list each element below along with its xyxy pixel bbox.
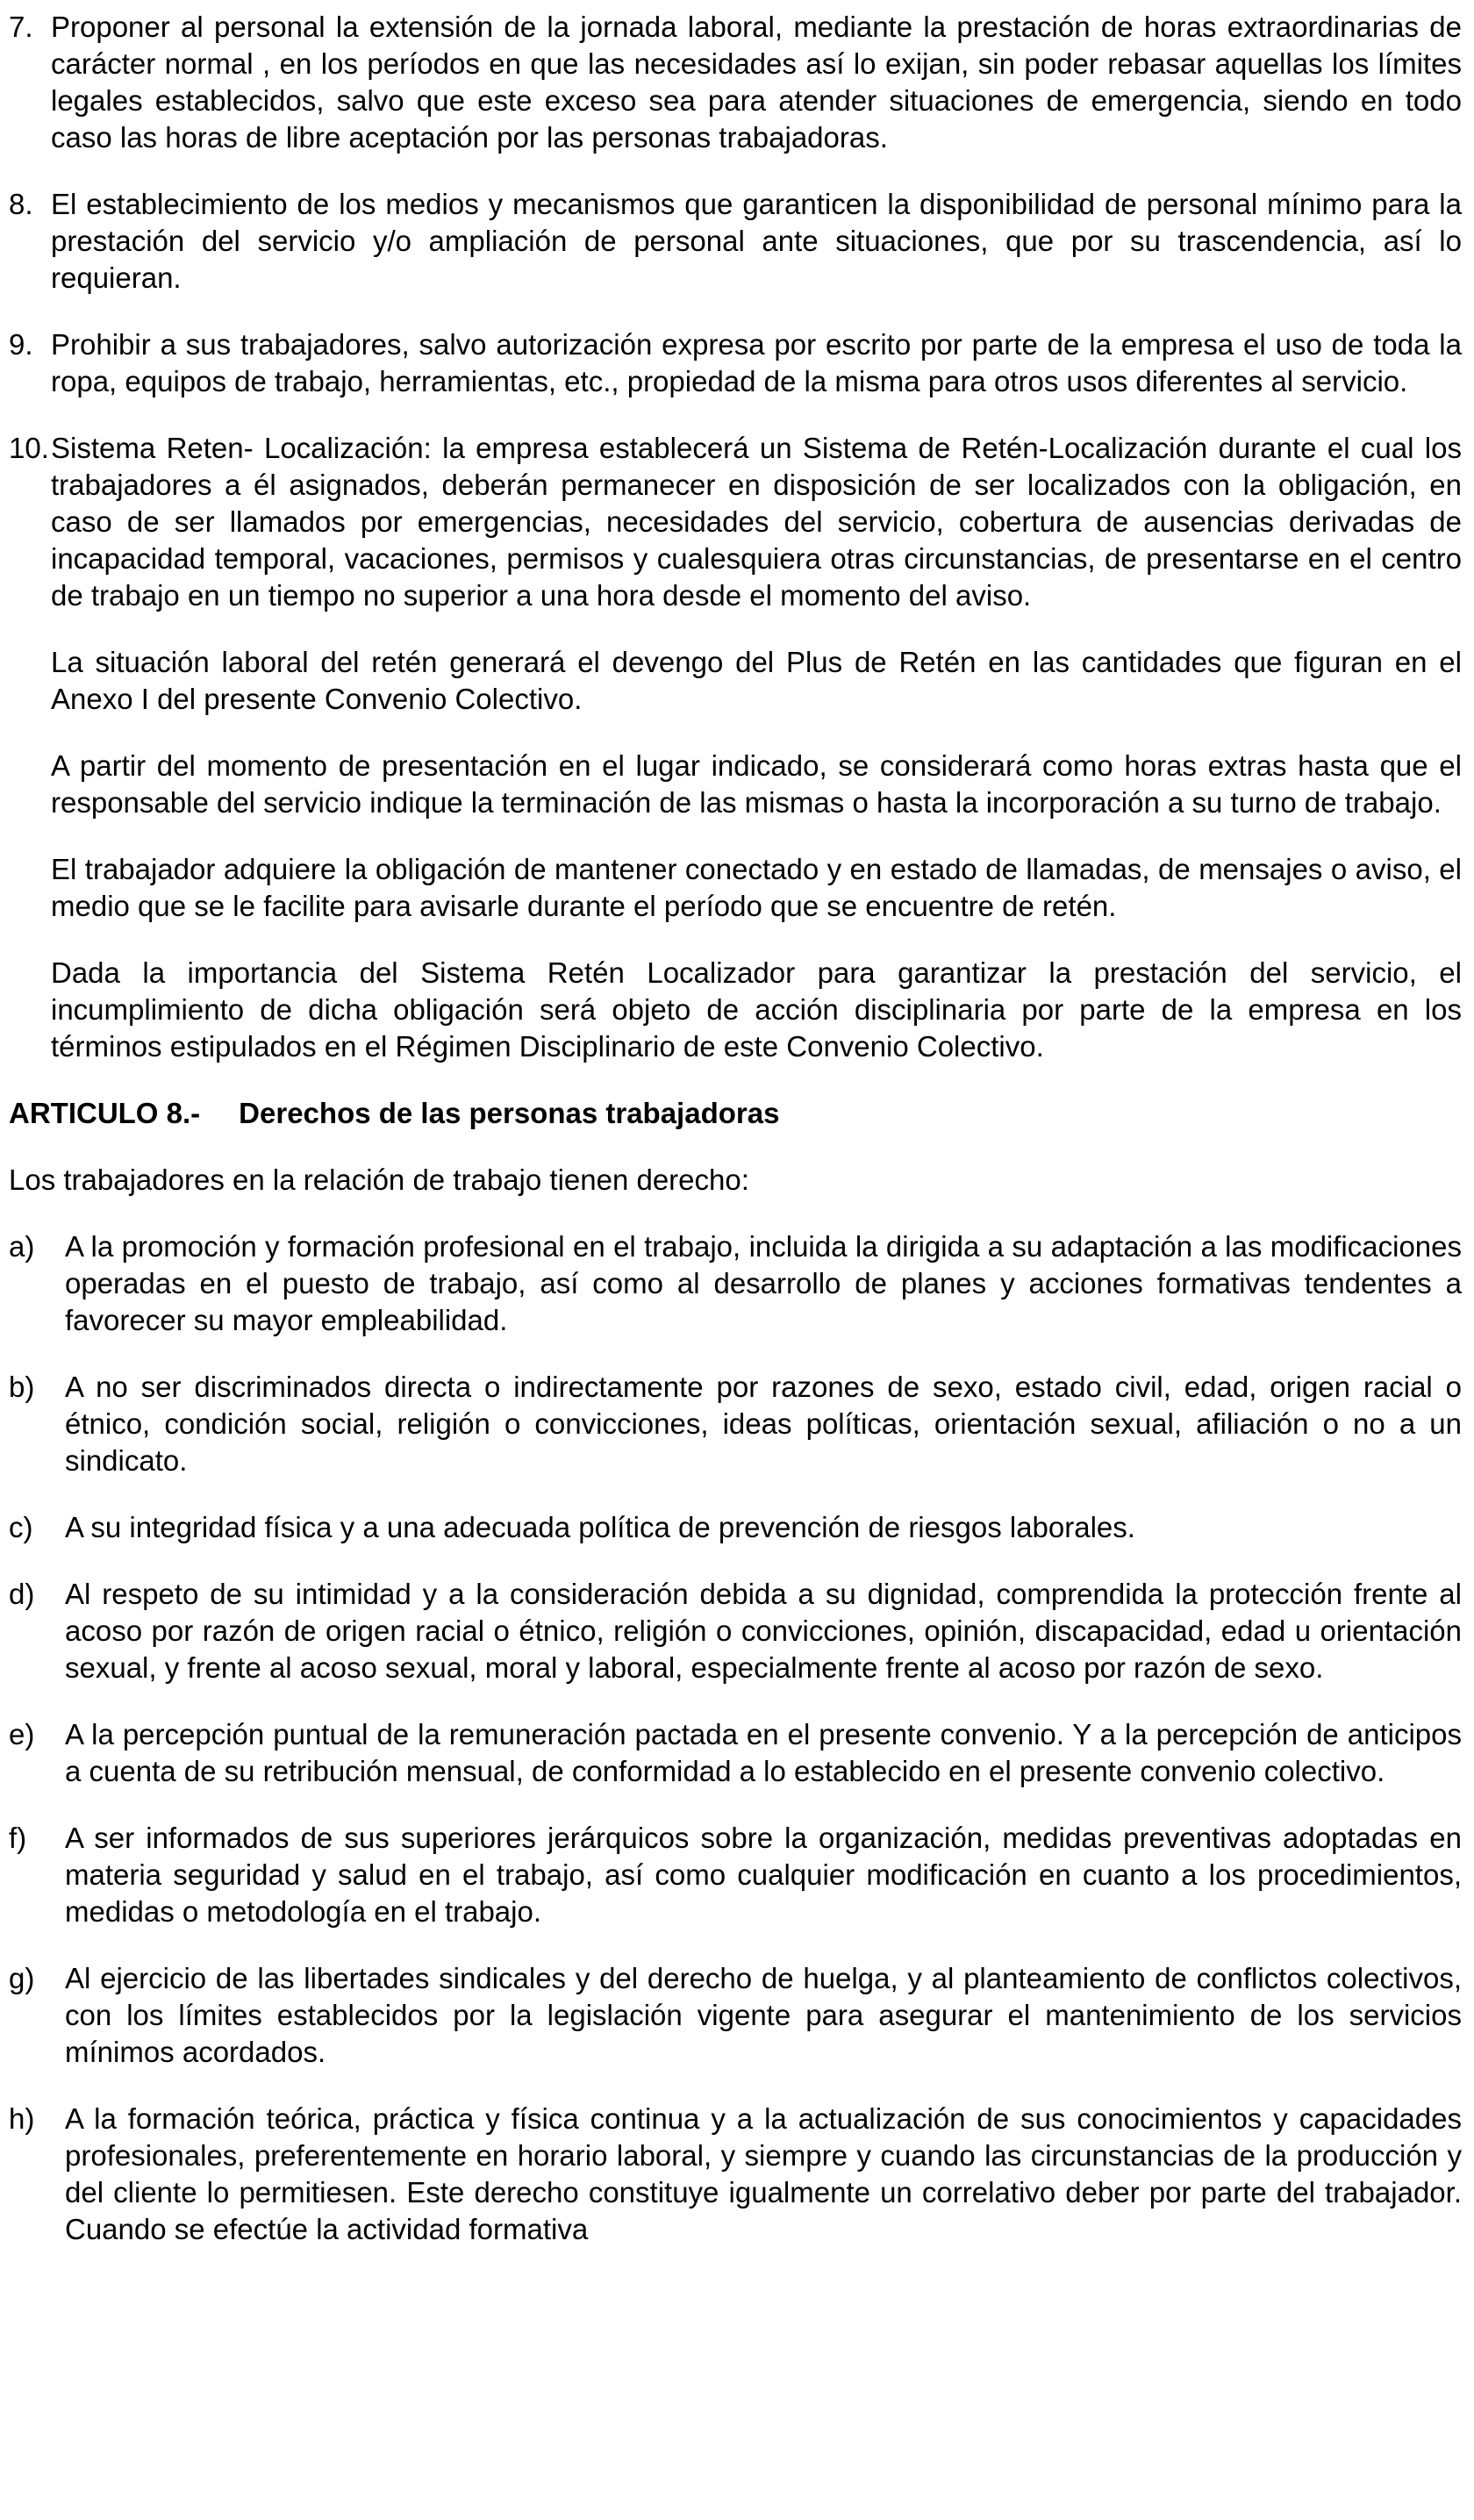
item-7-marker: 7. [9, 11, 33, 43]
numbered-item-9 [9, 326, 1462, 400]
article-heading [9, 1095, 1462, 1132]
item-e-marker: e) [9, 1718, 35, 1750]
item-f-marker: f) [9, 1822, 27, 1854]
item-10-body [51, 430, 1462, 1065]
item-g-text: Al ejercicio de las libertades sindicales y del derecho de huelga, y al planteamiento de conflictos colectivos, con los límites establecidos por la legislación vigente para asegurar el mantenimiento de los servicios mínimos acordados. [65, 1962, 1462, 2068]
item-10-marker: 10. [9, 432, 49, 464]
item-c-text: A su integridad física y a una adecuada política de prevención de riesgos laborales. [65, 1511, 1135, 1543]
lettered-item-a [9, 1228, 1462, 1339]
item-10-subparagraph-2: A partir del momento de presentación en el lugar indicado, se considerará como horas extras hasta que el responsable del servicio indique la terminación de las mismas o hasta la incorporación a su turno de trabajo. [51, 749, 1462, 819]
item-f-body [65, 1820, 1462, 1930]
numbered-item-7 [9, 9, 1462, 156]
item-b-body [65, 1369, 1462, 1479]
numbered-item-10 [9, 430, 1462, 1065]
item-10-subparagraph-1: La situación laboral del retén generará el devengo del Plus de Retén en las cantidades que figuran en el Anexo I del presente Convenio Colectivo. [51, 646, 1462, 715]
item-g-marker: g) [9, 1962, 35, 1994]
item-10-subparagraph-4: Dada la importancia del Sistema Retén Localizador para garantizar la prestación del servicio, el incumplimiento de dicha obligación será objeto de acción disciplinaria por parte de la empresa en los términos estipulados en el Régimen Disciplinario de este Convenio Colectivo. [51, 956, 1462, 1063]
numbered-item-8 [9, 186, 1462, 297]
item-7-body [51, 9, 1462, 156]
item-h-marker: h) [9, 2102, 35, 2135]
item-10-text: Sistema Reten- Localización: la empresa establecerá un Sistema de Retén-Localización durante el cual los trabajadores a él asignados, deberán permanecer en disposición de ser localizados con la obligación, en caso de ser llamados por emergencias, necesidades del servicio, cobertura de ausencias derivadas de incapacidad temporal, vacaciones, permisos y cualesquiera otras circunstancias, de presentarse en el centro de trabajo en un tiempo no superior a una hora desde el momento del aviso. [51, 432, 1462, 612]
article-heading-label: ARTICULO 8.- [9, 1097, 201, 1129]
item-10-subparagraph-3: El trabajador adquiere la obligación de mantener conectado y en estado de llamadas, de mensajes o aviso, el medio que se le facilite para avisarle durante el período que se encuentre de retén. [51, 853, 1462, 922]
item-8-marker: 8. [9, 188, 33, 220]
intro-text: Los trabajadores en la relación de trabajo tienen derecho: [9, 1163, 749, 1196]
item-h-text: A la formación teórica, práctica y física continua y a la actualización de sus conocimientos y capacidades profesionales, preferentemente en horario laboral, y siempre y cuando las circunstancias de la producción y del cliente lo permitiesen. Este derecho constituye igualmente un correlativo deber por parte del trabajador. Cuando se efectúe la actividad formativa [65, 2102, 1462, 2245]
item-d-text: Al respeto de su intimidad y a la consideración debida a su dignidad, comprendida la protección frente al acoso por razón de origen racial o étnico, religión o convicciones, opinión, discapacidad, edad u orientación sexual, y frente al acoso sexual, moral y laboral, especialmente frente al acoso por razón de sexo. [65, 1578, 1462, 1684]
lettered-item-g [9, 1960, 1462, 2071]
item-7-text: Proponer al personal la extensión de la jornada laboral, mediante la prestación de horas extraordinarias de carácter normal , en los períodos en que las necesidades así lo exijan, sin poder rebasar aquellas los límites legales establecidos, salvo que este exceso sea para atender situaciones de emergencia, siendo en todo caso las horas de libre aceptación por las personas trabajadoras. [51, 11, 1462, 154]
item-d-marker: d) [9, 1578, 35, 1610]
item-g-body [65, 1960, 1462, 2071]
item-b-text: A no ser discriminados directa o indirectamente por razones de sexo, estado civil, edad, origen racial o étnico, condición social, religión o convicciones, ideas políticas, orientación sexual, afiliación o no a un sindicato. [65, 1371, 1462, 1477]
item-a-text: A la promoción y formación profesional en el trabajo, incluida la dirigida a su adaptación a las modificaciones operadas en el puesto de trabajo, así como al desarrollo de planes y acciones formativas tendentes a favorecer su mayor empleabilidad. [65, 1230, 1462, 1336]
item-a-body [65, 1228, 1462, 1339]
lettered-item-b [9, 1369, 1462, 1479]
item-e-text: A la percepción puntual de la remuneración pactada en el presente convenio. Y a la percepción de anticipos a cuenta de su retribución mensual, de conformidad a lo establecido en el presente convenio colectivo. [65, 1718, 1462, 1787]
item-8-body [51, 186, 1462, 297]
item-9-marker: 9. [9, 328, 33, 361]
item-c-marker: c) [9, 1511, 33, 1543]
item-f-text: A ser informados de sus superiores jerárquicos sobre la organización, medidas preventivas adoptadas en materia seguridad y salud en el trabajo, así como cualquier modificación en cuanto a los procedimientos, medidas o metodología en el trabajo. [65, 1822, 1462, 1928]
item-9-body [51, 326, 1462, 400]
item-c-body [65, 1509, 1462, 1546]
item-9-text: Prohibir a sus trabajadores, salvo autorización expresa por escrito por parte de la empresa el uso de toda la ropa, equipos de trabajo, herramientas, etc., propiedad de la misma para otros usos diferentes al servicio. [51, 328, 1462, 397]
lettered-item-f [9, 1820, 1462, 1930]
lettered-item-e [9, 1716, 1462, 1790]
item-d-body [65, 1576, 1462, 1686]
article-heading-title: Derechos de las personas trabajadoras [239, 1097, 780, 1129]
item-8-text: El establecimiento de los medios y mecanismos que garanticen la disponibilidad de personal mínimo para la prestación del servicio y/o ampliación de personal ante situaciones, que por su trascendencia, así lo requieran. [51, 188, 1462, 294]
lettered-item-d [9, 1576, 1462, 1686]
item-b-marker: b) [9, 1371, 35, 1403]
item-a-marker: a) [9, 1230, 35, 1263]
lettered-item-c [9, 1509, 1462, 1546]
item-e-body [65, 1716, 1462, 1790]
lettered-item-h [9, 2101, 1462, 2248]
item-h-body [65, 2101, 1462, 2248]
